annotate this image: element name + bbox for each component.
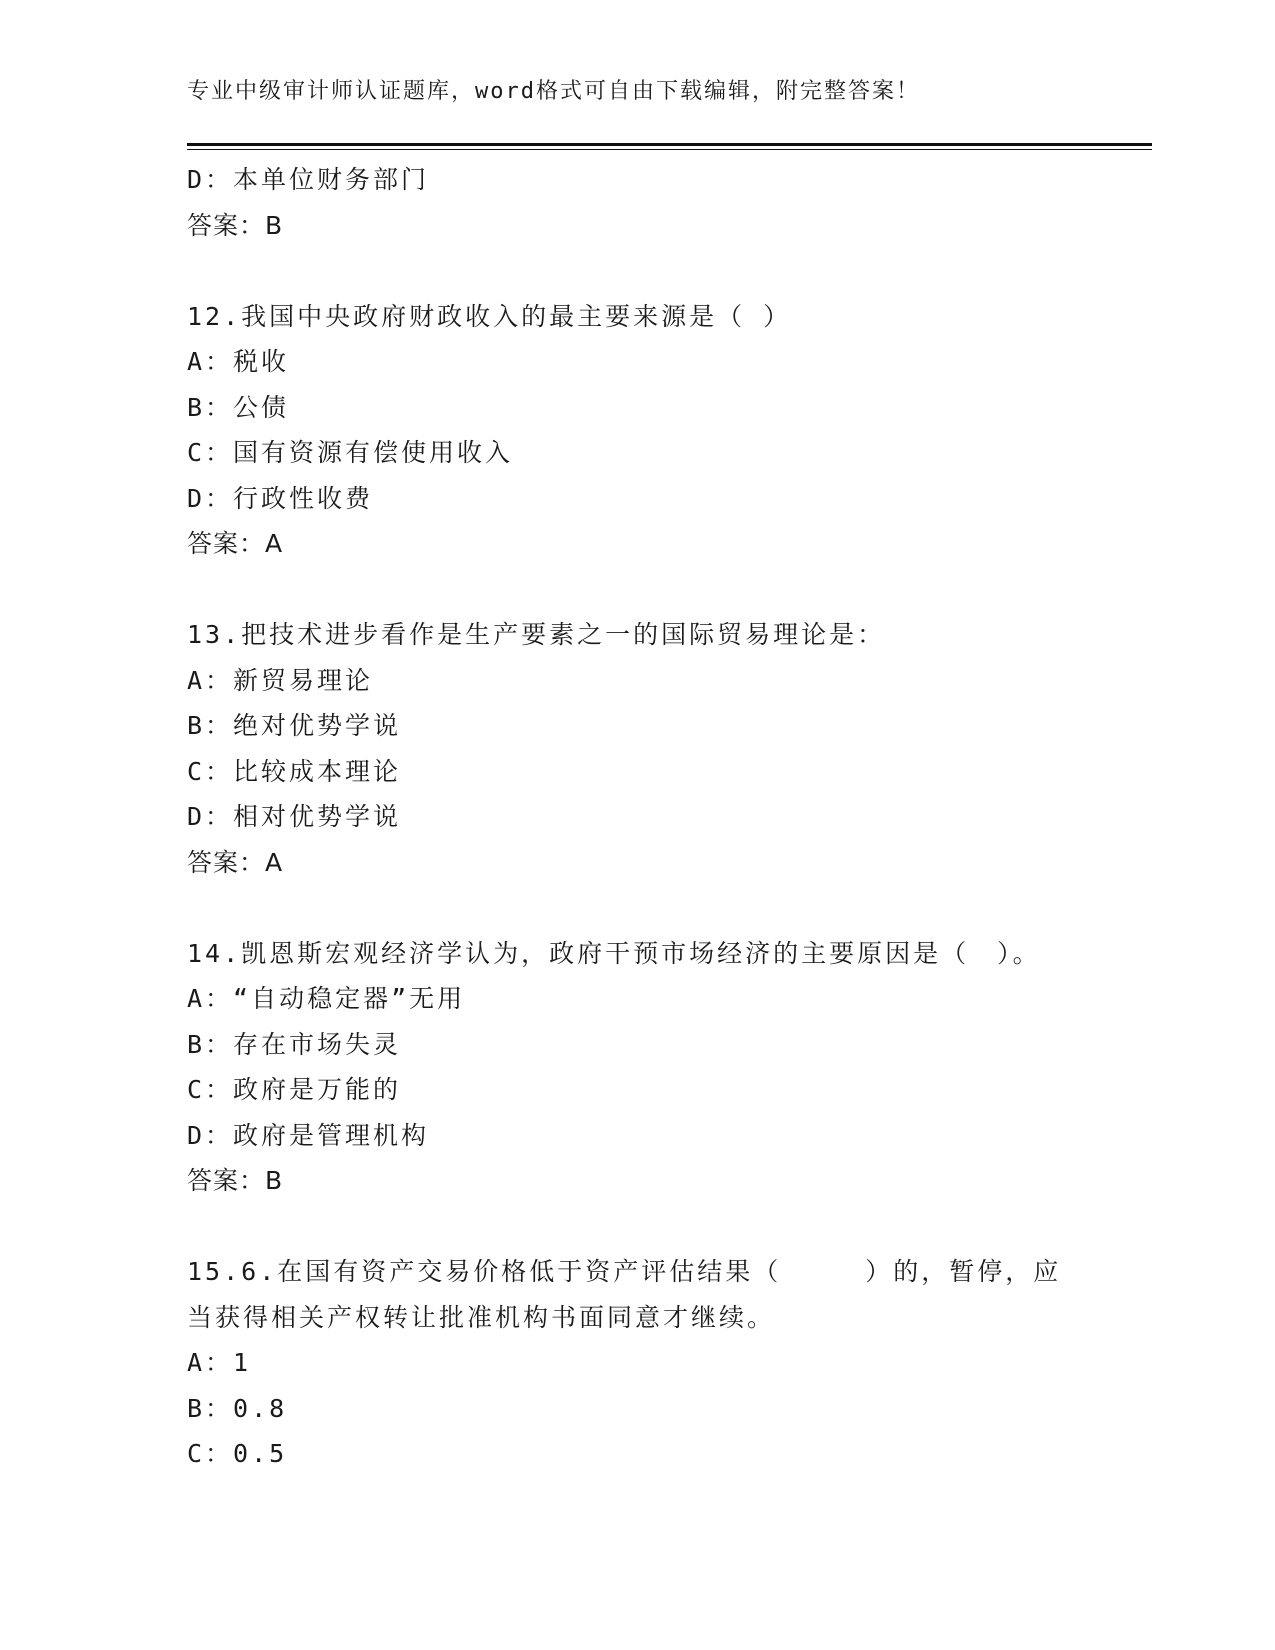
option-d: D：行政性收费	[187, 483, 374, 513]
option-c: C：政府是万能的	[187, 1075, 402, 1104]
option-a: A：新贸易理论	[187, 665, 374, 695]
option-b: B：绝对优势学说	[187, 711, 402, 740]
question-stem: 14.凯恩斯宏观经济学认为，政府干预市场经济的主要原因是（ ）。	[187, 938, 1041, 968]
page-header-note: 专业中级审计师认证题库，word格式可自由下载编辑，附完整答案！	[187, 79, 920, 104]
question-13	[187, 612, 1152, 885]
answer: 答案：A	[187, 529, 284, 558]
option-a: A：“自动稳定器”无用	[187, 984, 466, 1013]
question-12	[187, 294, 1152, 567]
spacer	[187, 1204, 1152, 1250]
answer: 答案：B	[187, 1166, 284, 1195]
question-stem: 12.我国中央政府财政收入的最主要来源是（ ）	[187, 301, 792, 331]
option-a: A：税收	[187, 347, 290, 376]
header-divider-thick	[187, 143, 1152, 146]
spacer	[187, 885, 1152, 931]
answer: 答案：A	[187, 847, 284, 877]
question-14	[187, 931, 1152, 1204]
option-b: B：0.8	[187, 1393, 288, 1423]
option-d: D：本单位财务部门	[187, 165, 430, 194]
question-stem-line-2: 当获得相关产权转让批准机构书面同意才继续。	[187, 1302, 776, 1332]
header-divider-thin	[187, 149, 1152, 150]
option-d: D：政府是管理机构	[187, 1120, 430, 1150]
question-list	[187, 157, 1152, 1477]
question-stem: 13.把技术进步看作是生产要素之一的国际贸易理论是：	[187, 620, 886, 649]
spacer	[187, 567, 1152, 613]
option-d: D：相对优势学说	[187, 802, 402, 831]
answer: 答案：B	[187, 210, 284, 240]
option-c: C：比较成本理论	[187, 756, 402, 786]
option-b: B：公债	[187, 392, 290, 422]
question-15	[187, 1249, 1152, 1477]
option-c: C：0.5	[187, 1439, 288, 1468]
option-b: B：存在市场失灵	[187, 1029, 402, 1059]
option-a: A：1	[187, 1348, 252, 1377]
question-stem-line-1: 15.6.在国有资产交易价格低于资产评估结果（ ）的，暂停，应	[187, 1257, 1062, 1286]
option-c: C：国有资源有偿使用收入	[187, 438, 514, 467]
spacer	[187, 248, 1152, 294]
